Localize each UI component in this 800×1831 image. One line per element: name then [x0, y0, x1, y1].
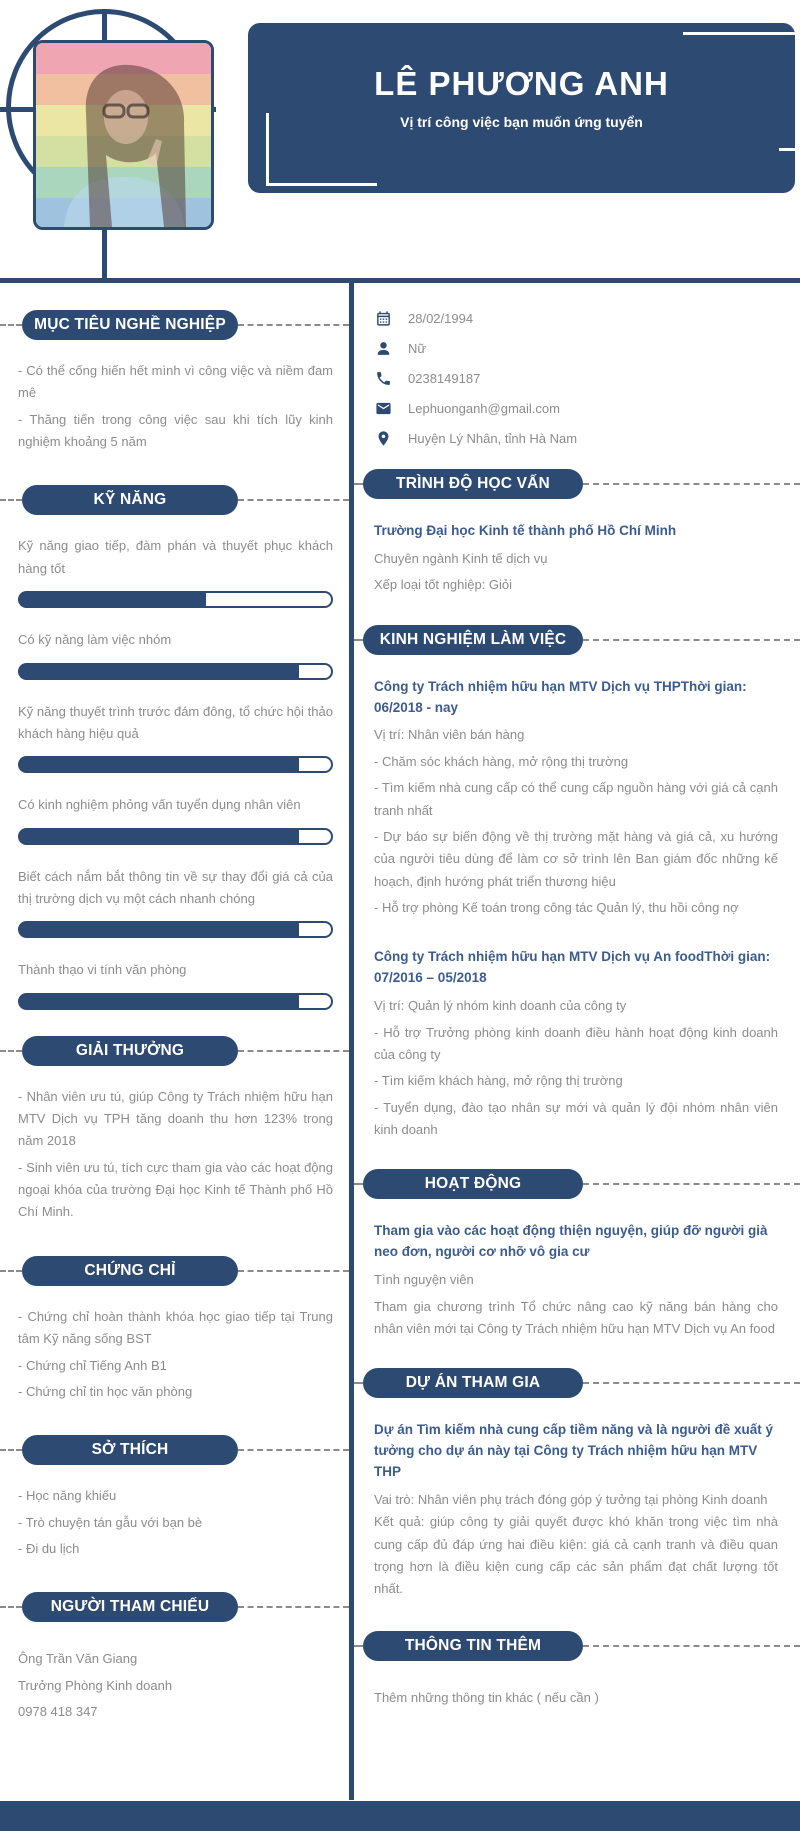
skill-bar-fill	[19, 592, 206, 607]
job-line: Vị trí: Quản lý nhóm kinh doanh của công ty	[374, 998, 627, 1014]
dash-line	[0, 1449, 22, 1451]
education-line: Chuyên ngành Kinh tế dịch vụ	[374, 550, 548, 566]
section-title: HOẠT ĐỘNG	[363, 1169, 583, 1199]
job-heading: Công ty Trách nhiệm hữu hạn MTV Dịch vụ THPThời gian: 06/2018 - nay	[374, 678, 747, 715]
section-title: THÔNG TIN THÊM	[363, 1631, 583, 1661]
job-line: - Dự báo sự biến động về thị trường mặt hàng và giá cả, xu hướng của người tiêu dùng để làm cơ sở trình lên Ban giám đốc những kế hoạch, định hướng phát triển thương hiệu	[374, 828, 778, 889]
skill-label: Có kinh nghiệm phỏng vấn tuyển dụng nhân viên	[18, 797, 301, 813]
dash-line	[0, 499, 22, 501]
skill-item	[18, 629, 333, 679]
skill-label: Kỹ năng giao tiếp, đàm phán và thuyết phục khách hàng tốt	[18, 538, 333, 576]
activity-line: Tham gia chương trình Tổ chức nâng cao kỹ năng bán hàng cho nhân viên mới tại Công ty Trách nhiệm hữu hạn MTV Dịch vụ An food	[374, 1298, 778, 1336]
job-line: - Chăm sóc khách hàng, mở rộng thị trường	[374, 753, 629, 769]
address: Huyện Lý Nhân, tỉnh Hà Nam	[408, 430, 578, 446]
certificate-item: - Chứng chỉ Tiếng Anh B1	[18, 1357, 167, 1373]
left-column	[0, 283, 349, 1727]
dash-line	[0, 324, 22, 326]
calendar-icon	[374, 309, 392, 327]
skill-bar-fill	[19, 994, 299, 1009]
skill-item	[18, 959, 333, 1009]
contact-row	[374, 307, 778, 329]
skill-bar-fill	[19, 757, 299, 772]
profile-photo	[33, 40, 214, 230]
section-title: KỸ NĂNG	[22, 485, 238, 515]
profile-photo-image	[36, 43, 211, 227]
project-heading: Dự án Tìm kiếm nhà cung cấp tiềm năng và là người đề xuất ý tưởng cho dự án này tại Công ty Trách nhiệm hữu hạn MTV THP	[374, 1422, 773, 1480]
birth-date: 28/02/1994	[408, 310, 474, 326]
section-objective-header	[0, 310, 349, 340]
section-certificates-header	[0, 1256, 349, 1286]
skill-bar	[18, 828, 333, 845]
dash-line	[238, 1606, 349, 1608]
project-line: Kết quả: giúp công ty giải quyết được khó khăn trong việc tìm nhà cung cấp đủ đáp ứng hai điều kiện: giá cả cạnh tranh và điều quan trọng hơn là điều kiện cung cấp các sản phẩm đạt chất lượng tốt nhất.	[374, 1514, 778, 1597]
dash-line	[354, 1183, 363, 1185]
skill-item	[18, 866, 333, 939]
dash-line	[583, 1183, 800, 1185]
dash-line	[238, 1449, 349, 1451]
job-line: - Tìm kiếm nhà cung cấp có thể cung cấp nguồn hàng với giá cả cạnh tranh nhất	[374, 780, 778, 818]
skill-label: Thành thạo vi tính văn phòng	[18, 962, 187, 978]
skill-bar	[18, 663, 333, 680]
section-title: NGƯỜI THAM CHIẾU	[22, 1592, 238, 1622]
education-line: Xếp loại tốt nghiệp: Giỏi	[374, 577, 513, 593]
skill-item	[18, 794, 333, 844]
gender: Nữ	[408, 340, 427, 356]
section-title: KINH NGHIỆM LÀM VIỆC	[363, 625, 583, 655]
contact-row	[374, 337, 778, 359]
reference-role: Trưởng Phòng Kinh doanh	[18, 1677, 173, 1693]
dash-line	[238, 1270, 349, 1272]
job-line: - Tìm kiếm khách hàng, mở rộng thị trường	[374, 1073, 623, 1089]
job-line: - Hỗ trợ phòng Kế toán trong công tác Quản lý, thu hồi công nợ	[374, 900, 739, 915]
banner-corner-bracket	[266, 113, 377, 186]
dash-line	[238, 1050, 349, 1052]
contact-row	[374, 367, 778, 389]
section-title: MỤC TIÊU NGHỀ NGHIỆP	[22, 310, 238, 340]
hobby-item: - Học năng khiếu	[18, 1488, 117, 1504]
contact-row	[374, 397, 778, 419]
more-info-line: Thêm những thông tin khác ( nếu cần )	[374, 1689, 599, 1705]
experience-job	[374, 947, 778, 1141]
dash-line	[0, 1050, 22, 1052]
hobby-item: - Trò chuyện tán gẫu với bạn bè	[18, 1514, 203, 1530]
skill-item	[18, 535, 333, 608]
skill-bar-fill	[19, 664, 299, 679]
award-paragraph: - Nhân viên ưu tú, giúp Công ty Trách nhiệm hữu hạn MTV Dịch vụ TPH tăng doanh thu hơn 123% trong năm 2018	[18, 1088, 333, 1149]
skill-label: Có kỹ năng làm việc nhóm	[18, 632, 172, 648]
section-title: DỰ ÁN THAM GIA	[363, 1368, 583, 1398]
dash-line	[583, 1645, 800, 1647]
dash-line	[0, 1606, 22, 1608]
phone-icon	[374, 369, 392, 387]
activity-heading: Tham gia vào các hoạt động thiện nguyện, giúp đỡ người già neo đơn, người cơ nhỡ vô gia cư	[374, 1223, 768, 1260]
dash-line	[238, 499, 349, 501]
certificate-item: - Chứng chỉ tin học văn phòng	[18, 1383, 193, 1399]
dash-line	[354, 1382, 363, 1384]
contact-row	[374, 427, 778, 449]
skill-label: Biết cách nắm bắt thông tin về sự thay đổi giá cả của thị trường dịch vụ một cách nhanh chóng	[18, 868, 333, 906]
skill-bar	[18, 921, 333, 938]
activity-line: Tình nguyện viên	[374, 1272, 474, 1288]
skill-bar-fill	[19, 829, 299, 844]
skill-bar	[18, 756, 333, 773]
hobby-item: - Đi du lịch	[18, 1540, 80, 1556]
person-icon	[374, 339, 392, 357]
section-projects-header	[354, 1368, 800, 1398]
job-heading: Công ty Trách nhiệm hữu hạn MTV Dịch vụ An foodThời gian: 07/2016 – 05/2018	[374, 949, 771, 986]
objective-paragraph: - Có thể cống hiến hết mình vì công việc và niềm đam mê	[18, 363, 333, 401]
banner-top-line	[683, 32, 795, 35]
section-hobbies-header	[0, 1435, 349, 1465]
award-paragraph: - Sinh viên ưu tú, tích cực tham gia vào các hoạt động ngoại khóa của trường Đại học Kinh tế Thành phố Hồ Chí Minh.	[18, 1159, 333, 1220]
dash-line	[583, 639, 800, 641]
section-title: GIẢI THƯỞNG	[22, 1036, 238, 1066]
job-line: - Tuyển dụng, đào tạo nhân sự mới và quản lý đội nhóm nhân viên kinh doanh	[374, 1099, 778, 1137]
email-address: Lephuonganh@gmail.com	[408, 400, 560, 416]
section-experience-header	[354, 625, 800, 655]
banner-right-tick	[779, 148, 795, 151]
certificate-item: - Chứng chỉ hoàn thành khóa học giao tiếp tại Trung tâm Kỹ năng sống BST	[18, 1308, 333, 1347]
project-line: Vai trò: Nhân viên phụ trách đóng góp ý tưởng tại phòng Kinh doanh	[374, 1492, 768, 1508]
header-banner	[248, 23, 795, 193]
dash-line	[583, 483, 800, 485]
candidate-name: LÊ PHƯƠNG ANH	[374, 65, 669, 102]
dash-line	[0, 1270, 22, 1272]
skill-bar	[18, 591, 333, 608]
desired-position: Vị trí công việc bạn muốn ứng tuyển	[400, 114, 643, 130]
email-icon	[374, 399, 392, 417]
objective-paragraph: - Thăng tiến trong công việc sau khi tích lũy kinh nghiệm khoảng 5 năm	[18, 411, 333, 450]
dash-line	[238, 324, 349, 326]
skill-bar	[18, 993, 333, 1010]
reference-name: Ông Trần Văn Giang	[18, 1651, 138, 1667]
dash-line	[354, 1645, 363, 1647]
section-skills-header	[0, 485, 349, 515]
experience-job	[374, 677, 778, 920]
footer-bar	[0, 1801, 800, 1831]
dash-line	[583, 1382, 800, 1384]
section-title: TRÌNH ĐỘ HỌC VẤN	[363, 469, 583, 499]
section-references-header	[0, 1592, 349, 1622]
skill-bar-fill	[19, 922, 299, 937]
section-more-info-header	[354, 1631, 800, 1661]
dash-line	[354, 483, 363, 485]
right-column	[354, 283, 800, 1713]
section-title: SỞ THÍCH	[22, 1435, 238, 1465]
section-awards-header	[0, 1036, 349, 1066]
job-line: Vị trí: Nhân viên bán hàng	[374, 727, 525, 743]
phone-number: 0238149187	[408, 370, 481, 386]
section-education-header	[354, 469, 800, 499]
job-line: - Hỗ trợ Trưởng phòng kinh doanh điều hành hoạt động kinh doanh của công ty	[374, 1024, 778, 1062]
reference-phone: 0978 418 347	[18, 1704, 98, 1720]
school-name: Trường Đại học Kinh tế thành phố Hồ Chí Minh	[374, 523, 677, 538]
contact-info	[374, 307, 778, 449]
dash-line	[354, 639, 363, 641]
location-icon	[374, 429, 392, 447]
section-activities-header	[354, 1169, 800, 1199]
skill-item	[18, 701, 333, 774]
section-title: CHỨNG CHỈ	[22, 1256, 238, 1286]
skill-label: Kỹ năng thuyết trình trước đám đông, tổ chức hội thảo khách hàng hiệu quả	[18, 703, 333, 741]
